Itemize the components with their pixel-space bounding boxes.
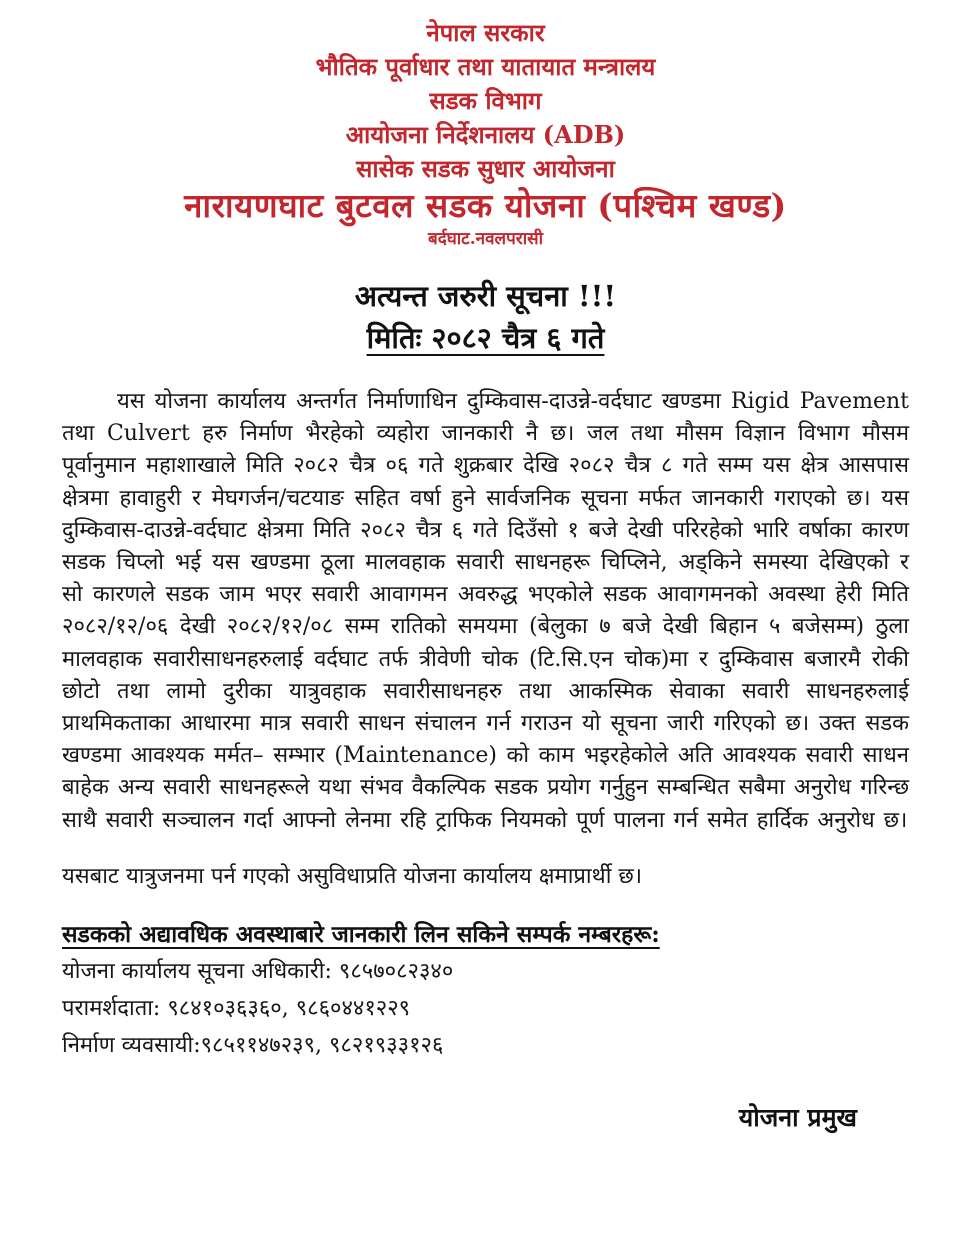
notice-body-paragraph: यस योजना कार्यालय अन्तर्गत निर्माणाधिन दुम्किवास-दाउन्ने-वर्दघाट खण्डमा Rigid Pavement तथा Culvert हरु निर्माण भैरहेको व्यहोरा जानकारी नै छ। जल तथा मौसम विज्ञान विभाग मौसम पूर्वानुमान महाशाखाले मिति २०८२ चैत्र ०६ गते शुक्रबार देखि २०८२ चैत्र ८ गते सम्म यस क्षेत्र आसपास क्षेत्रमा हावाहुरी र मेघगर्जन/चटयाङ सहित वर्षा हुने सार्वजनिक सूचना मर्फत जानकारी गराएको छ। यस दुम्किवास-दाउन्ने-वर्दघाट क्षेत्रमा मिति २०८२ चैत्र ६ गते दिउँसो १ बजे देखी परिरहेको भारि वर्षाका कारण सडक चिप्लो भई यस खण्डमा ठूला मालवहाक सवारी साधनहरू चिप्लिने, अड्किने समस्या देखिएको र सो कारणले सडक जाम भएर सवारी आवागमन अवरुद्ध भएकोले सडक आवागमनको अवस्था हेरी मिति २०८२/१२/०६ देखी २०८२/१२/०८ सम्म रातिको समयमा (बेलुका ७ बजे देखी बिहान ५ बजेसम्म) ठुला मालवहाक सवारीसाधनहरुलाई वर्दघाट तर्फ त्रीवेणी चोक (टि.सि.एन चोक)मा र दुम्किवास बजारमै रोकी छोटो तथा लामो दुरीका यात्रुवहाक सवारीसाधनहरु तथा आकस्मिक सेवाका सवारी साधनहरुलाई प्राथमिकताका आधारमा मात्र सवारी साधन संचालन गर्न गराउन यो सूचना जारी गरिएको छ। उक्त सडक खण्डमा आवश्यक मर्मत– सम्भार (Maintenance) को काम भइरहेकोले अति आवश्यक सवारी साधन बाहेक अन्य सवारी साधनहरूले यथा संभव वैकल्पिक सडक प्रयोग गर्नुहुन सम्बन्धित सबैमा अनुरोध गरिन्छ साथै सवारी सञ्चालन गर्दा आफ्नो लेनमा रहि ट्राफिक नियमको पूर्ण पालना गर्न समेत हार्दिक अनुरोध छ।	[62, 389, 909, 833]
contact-numbers-section	[62, 917, 909, 1064]
contact-line-contractor: निर्माण व्यवसायी:९८५११४७२३९, ९८२१९३३१२६	[62, 1032, 444, 1058]
contacts-heading: सडकको अद्यावधिक अवस्थाबारे जानकारी लिन सकिने सम्पर्क नम्बरहरू:	[62, 920, 660, 948]
notice-title: अत्यन्त जरुरी सूचना !!!	[354, 279, 617, 313]
office-location-line: बर्दघाट.नवलपरासी	[428, 229, 543, 249]
notice-body	[62, 386, 909, 893]
notice-date-line: मितिः २०८२ चैत्र ६ गते	[366, 321, 605, 355]
contact-line-consultant: परामर्शदाता: ९८४१०३६३६०, ९८६०४४१२२९	[62, 995, 411, 1021]
directorate-name-line: आयोजना निर्देशनालय (ADB)	[345, 120, 626, 149]
ministry-name-line: भौतिक पूर्वाधार तथा यातायात मन्त्रालय	[315, 52, 656, 81]
government-name-line: नेपाल सरकार	[426, 18, 545, 47]
contact-line-information-officer: योजना कार्यालय सूचना अधिकारी: ९८५७०८२३४०	[62, 958, 454, 984]
notice-heading-block	[62, 278, 909, 358]
department-name-line: सडक विभाग	[429, 86, 542, 115]
program-name-line: सासेक सडक सुधार आयोजना	[356, 154, 615, 183]
project-name-line: नारायणघाट बुटवल सडक योजना (पश्चिम खण्ड)	[184, 186, 787, 225]
signature-title: योजना प्रमुख	[738, 1102, 857, 1132]
apology-line: यसबाट यात्रुजनमा पर्न गएको असुविधाप्रति योजना कार्यालय क्षमाप्रार्थी छ।	[62, 863, 643, 889]
letterhead	[62, 16, 909, 252]
